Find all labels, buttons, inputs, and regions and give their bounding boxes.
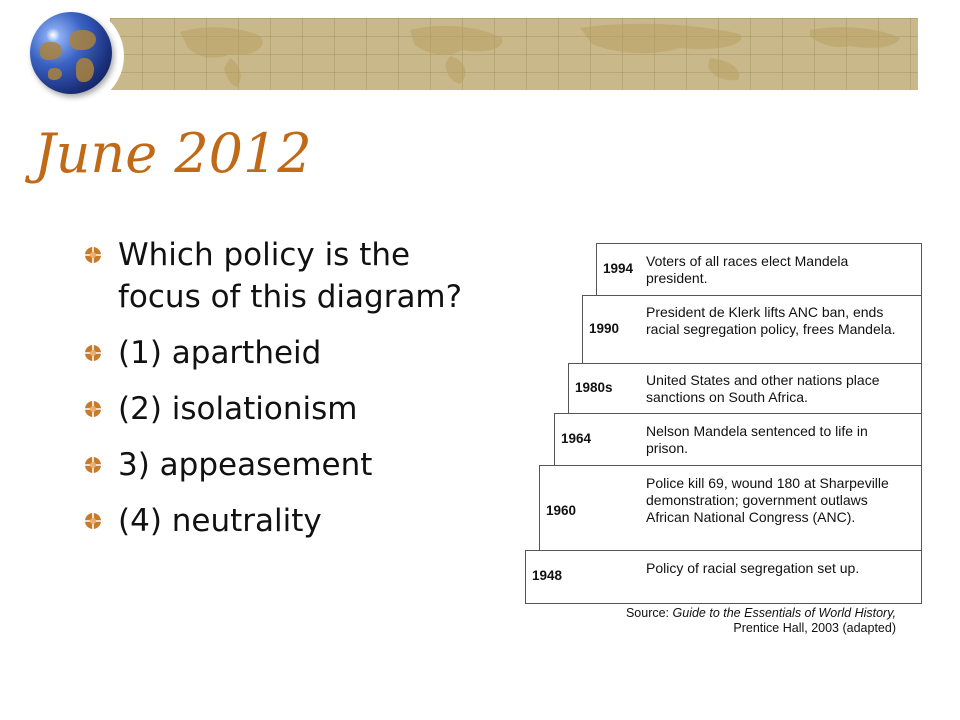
step-text: Voters of all races elect Mandela president.: [646, 253, 849, 286]
answer-choice-2: (2) isolationism: [84, 388, 464, 430]
header-banner: [110, 18, 918, 90]
bullet-icon: [84, 344, 102, 362]
bullet-icon: [84, 246, 102, 264]
answer-choice-4: (4) neutrality: [84, 500, 464, 542]
answer-choice-3: 3) appeasement: [84, 444, 464, 486]
bullet-icon: [84, 512, 102, 530]
apartheid-timeline-diagram: [520, 240, 930, 640]
slide-title: June 2012: [34, 122, 312, 185]
step-text: United States and other nations place sanctions on South Africa.: [646, 372, 880, 405]
timeline-step-1980s: [568, 363, 922, 414]
bullet-icon: [84, 456, 102, 474]
step-year: 1994: [603, 261, 634, 276]
answer-choice-1: (1) apartheid: [84, 332, 464, 374]
step-year: 1990: [589, 321, 620, 336]
step-year: 1964: [561, 431, 592, 446]
step-text: Nelson Mandela sentenced to life in prison.: [646, 423, 868, 456]
globe-icon: [30, 12, 112, 94]
timeline-step-1990: [582, 295, 922, 364]
timeline-step-1994: [596, 243, 922, 296]
question-list: [84, 234, 464, 556]
step-year: 1960: [546, 503, 577, 518]
step-text: Police kill 69, wound 180 at Sharpeville demonstration; government outlaws African National Congress (ANC).: [646, 475, 889, 525]
step-text: President de Klerk lifts ANC ban, ends racial segregation policy, frees Mandela.: [646, 304, 896, 337]
step-year: 1948: [532, 568, 563, 583]
question-text: Which policy is the focus of this diagram?: [84, 234, 464, 318]
timeline-step-1964: [554, 413, 922, 466]
diagram-source-citation: Source: Guide to the Essentials of World History, Prentice Hall, 2003 (adapted): [625, 606, 896, 635]
timeline-step-1960: [539, 465, 922, 551]
step-text: Policy of racial segregation set up.: [646, 560, 860, 576]
bullet-icon: [84, 400, 102, 418]
timeline-step-1948: [525, 550, 922, 604]
world-map-decoration: [110, 18, 918, 90]
step-year: 1980s: [575, 380, 613, 395]
